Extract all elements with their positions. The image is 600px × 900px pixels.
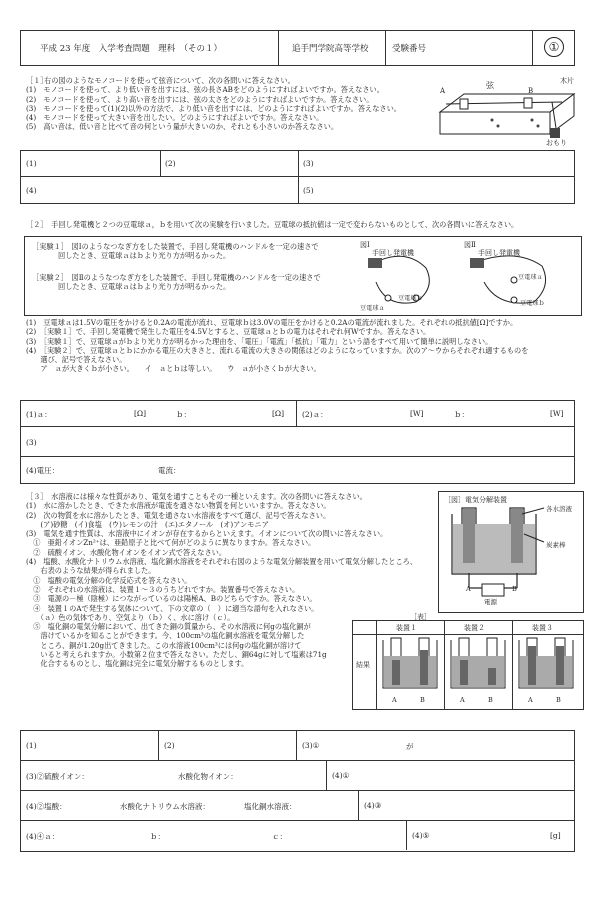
q3-answer-4-5[interactable]: (4)⑤	[412, 831, 430, 840]
q3-answer-4-3[interactable]: (4)③	[364, 801, 382, 810]
q2-answer-4-voltage[interactable]: (4)電圧：	[26, 466, 60, 475]
row-line	[352, 634, 583, 635]
monochord-label-bridge: 木片	[560, 77, 574, 85]
q2-answer-box	[20, 400, 575, 484]
device-2-header: 装置２	[464, 624, 485, 632]
electrolysis-a-label: A	[466, 585, 471, 593]
q3-line: ① 亜鉛イオンZn²⁺は、亜鉛原子と比べて何がどのように異なりますか。答えなさい。	[26, 538, 316, 548]
q2-line: 選び、記号で答えなさい。	[26, 355, 127, 365]
q3-line: (1) 水に溶かしたとき、できた水溶液が電流を通さない物質を何といいますか。答えなさい。	[26, 501, 331, 511]
q3-line: （ａ）色の気体であり、空気より（ｂ）く、水に溶け（ｃ）。	[26, 612, 235, 622]
page-title: 平成 23 年度 入学考査問題 理科 （その１）	[40, 44, 222, 54]
q3-unit-g: [g]	[550, 831, 561, 840]
q1-line: 右の図のようなモノコードを使って弦音について、次の各問いに答えなさい。	[44, 76, 295, 85]
q2-experiment-text	[32, 242, 321, 291]
col-line	[158, 730, 159, 760]
q3-answer-naoh[interactable]: 水酸化ナトリウム水溶液：	[120, 802, 210, 811]
monochord-label-string: 弦	[486, 81, 494, 90]
q1-line: (5) 高い音は、低い音と比べて音の何という量が大きいのか、それとも小さいのか答えなさい。	[26, 122, 339, 132]
q3-answer-4-4-b[interactable]: ｂ：	[150, 832, 165, 841]
q2-answer-a1[interactable]: (1)ａ：	[26, 410, 52, 419]
q2-line: (1) 豆電球ａは1.5Vの電圧をかけると0.2Aの電流が流れ、豆電球ｂは3.0Vの電圧をかけると0.2Aの電流が流れました。それぞれの抵抗値[Ω]ですか。	[26, 318, 518, 327]
exp1-line: ［実験１］ 図Ⅰのようなつなぎ方をした装置で、手回し発電機のハンドルを一定の速さで	[32, 242, 319, 251]
q1-number: ［１］	[26, 76, 48, 85]
electrolysis-figure-title: ［図］電気分解装置	[444, 496, 507, 504]
table-a-label: A	[392, 696, 397, 704]
q3-line: ② それぞれの水溶液は、装置１〜３のうちどれですか。装置番号で答えなさい。	[26, 584, 300, 594]
q1-answer-2[interactable]: (2)	[165, 159, 176, 168]
row-line	[20, 820, 574, 821]
school-name: 追手門学院高等学校	[292, 44, 369, 54]
exp2-line: ［実験２］ 図Ⅱのようなつなぎ方をした装置で、手回し発電機のハンドルを一定の速さで	[32, 272, 321, 282]
electrolysis-power-label: 電源	[484, 598, 497, 606]
electrolysis-electrode-label: 炭素棒	[546, 541, 566, 549]
results-tubes	[377, 636, 582, 708]
q3-answer-3-1-suffix: が	[406, 742, 414, 751]
q2-line: ア ａが大きくｂが小さい。 イ ａとｂは等しい。 ウ ａが小さくｂが大きい。	[26, 364, 321, 374]
fig2-bulb-a-label: 豆電球ａ	[518, 274, 543, 281]
q3-line: ① 塩酸の電気分解の化学反応式を答えなさい。	[26, 575, 192, 585]
q3-line: 溶けているかを知ることができます。今、100cm³の塩化銅水溶液を電気分解した	[26, 631, 305, 641]
q3-answer-hydroxide-ion[interactable]: 水酸化物イオン：	[178, 772, 238, 781]
col-line	[326, 760, 327, 790]
q1-answer-4[interactable]: (4)	[26, 186, 37, 195]
q2-line: (3) ［実験１］で、豆電球ａがｂより光り方が明るかった理由を、「電圧」「電流」「抵抗」「電力」という語をすべて用いて簡単に説明しなさい。	[26, 336, 493, 346]
monochord-label-weight: おもり	[546, 139, 567, 147]
q3-line: ③ 電源の－極（陰極）につながっているのは陽極A、Bのどちらですか。答えなさい。	[26, 594, 317, 604]
q2-answer-b1[interactable]: ｂ：	[176, 410, 191, 419]
q1-text	[26, 76, 434, 132]
q3-line: ④ 装置１のAで発生する気体について、下の文章の（ ）に適当な語句を入れなさい。	[26, 603, 319, 613]
electrolysis-apparatus	[444, 504, 576, 608]
row-line	[20, 760, 574, 761]
q3-line: ［３］ 水溶液には様々な性質があり、電気を通すこともその一種といえます。次の各問いに答えなさい。	[26, 492, 367, 501]
q3-line: ② 硫酸イオン、水酸化物イオンをイオン式で答えなさい。	[26, 547, 227, 557]
q3-line: ⑤ 塩化銅の電気分解において、出てきた銅の質量から、その水溶液に何gの塩化銅が	[26, 622, 311, 632]
results-table-title: ［表］	[410, 613, 431, 621]
table-b-label: B	[488, 696, 493, 704]
fig2-title: 図Ⅱ	[464, 241, 476, 249]
col-line	[298, 150, 299, 203]
q2-line: (4) ［実験２］で、豆電球ａとｂにかかる電圧の大きさと、流れる電流の大きさの関係はどのようになっていますか。次のア〜ウからそれぞれ適するものを	[26, 345, 529, 355]
results-label: 結果	[356, 661, 370, 669]
device-1-header: 装置１	[396, 624, 417, 632]
q1-answer-1[interactable]: (1)	[26, 159, 37, 168]
q3-answer-1[interactable]: (1)	[26, 741, 37, 750]
fig1-title: 図Ⅰ	[360, 241, 370, 249]
q2-questions	[26, 318, 582, 374]
header-divider	[532, 30, 533, 65]
q2-answer-b2[interactable]: ｂ：	[454, 410, 469, 419]
row-line	[20, 456, 574, 457]
q2-unit-ohm-b: [Ω]	[272, 409, 285, 418]
fig1-bulb-a-label: 豆電球ａ	[360, 305, 385, 312]
q2-unit-w-b: [W]	[550, 409, 564, 418]
q3-answer-4-4-a[interactable]: (4)④ａ：	[26, 832, 60, 841]
q1-answer-3[interactable]: (3)	[303, 159, 314, 168]
q3-line: ところ、銅が1.20g出てきました。この水溶液100cm³には何gの塩化銅が溶けて	[26, 640, 302, 650]
row-line	[20, 790, 574, 791]
q3-line: (ア)砂糖 (イ)食塩 (ウ)レモンの汁 (エ)エタノール (オ)アンモニア	[26, 519, 269, 529]
q3-answer-2[interactable]: (2)	[164, 741, 175, 750]
fig1-bulb-b-label: 豆電球ｂ	[398, 295, 423, 302]
header-divider	[278, 30, 279, 65]
q3-line: 化合するものとし、塩化銅は完全に電気分解するものとします。	[26, 659, 249, 669]
device-3-header: 装置３	[532, 624, 553, 632]
q3-answer-3-1[interactable]: (3)①	[302, 741, 320, 750]
row-line	[20, 176, 574, 177]
q3-line: (3) 電気を通す性質は、水溶液中にイオンが存在するからといえます。イオンについて次の問いに答えなさい。	[26, 529, 388, 539]
q1-line: (1) モノコードを使って、より低い音を出すには、弦の長さABをどのようにすればよいですか。答えなさい。	[26, 85, 384, 95]
exam-number-label: 受験番号	[392, 44, 427, 54]
q2-answer-4-current[interactable]: 電流：	[158, 466, 181, 475]
table-a-label: A	[528, 696, 533, 704]
col-line	[160, 150, 161, 176]
q2-unit-ohm-a: [Ω]	[134, 409, 147, 418]
q1-line: (4) モノコードを使って大きい音を出したい。どのようにすればよいですか。答えなさい。	[26, 113, 324, 123]
table-a-label: A	[460, 696, 465, 704]
col-line	[406, 820, 407, 850]
q2-line: (2) ［実験１］で、手回し発電機で発生した電圧を4.5Vとすると、豆電球ａとｂの電力はそれぞれ何Wですか。答えなさい。	[26, 327, 431, 337]
q3-line: (4) 塩酸、水酸化ナトリウム水溶液、塩化銅水溶液をそれぞれ右図のような電気分解装置を用いて電気分解したところ、	[26, 557, 418, 567]
row-line	[20, 426, 574, 427]
header-divider	[385, 30, 386, 65]
fig1-generator-label: 手回し発電機	[372, 249, 414, 257]
table-b-label: B	[420, 696, 425, 704]
table-b-label: B	[556, 696, 561, 704]
q2-answer-a2[interactable]: (2)ａ：	[302, 410, 328, 419]
q3-answer-box	[20, 730, 575, 852]
q1-line: (2) モノコードを使って、より高い音を出すには、弦の太さをどのようにすればよいですか。答えなさい。	[26, 94, 374, 104]
q2-answer-3[interactable]: (3)	[26, 438, 37, 447]
q3-answer-hcl[interactable]: (4)②塩酸：	[26, 802, 67, 811]
monochord-label-a: A	[440, 87, 446, 95]
electrolysis-b-label: B	[512, 585, 517, 593]
monochord-label-b: B	[528, 87, 534, 95]
fig2-bulb-b-label: 豆電球ｂ	[520, 300, 545, 307]
q3-answer-cucl2[interactable]: 塩化銅水溶液：	[244, 802, 297, 811]
q3-line: いると考えられますか。小数第２位まで答えなさい。ただし、銅64gに対して塩素は71g	[26, 650, 327, 660]
exp2-line: 回したとき、豆電球ａはｂより光り方が明るかった。	[58, 281, 231, 291]
electrolysis-solution-label: 各水溶液	[546, 505, 572, 513]
q2-unit-w-a: [W]	[410, 409, 424, 418]
fig2-generator-label: 手回し発電機	[478, 249, 520, 257]
page-mark: ①	[544, 37, 564, 57]
col-line	[296, 400, 297, 426]
q1-line: (3) モノコードを使って(1)(2)以外の方法で、より低い音を出すには、どのようにすればよいですか。答えなさい。	[26, 103, 401, 113]
q3-line: 右表のような結果が得られました。	[26, 566, 156, 576]
q3-line: (2) 次の物質を水に溶かしたとき、電気を通さない水溶液をすべて選び、記号で答えなさい。	[26, 510, 331, 520]
col-line	[358, 790, 359, 820]
exp1-line: 回したとき、豆電球ａはｂより光り方が明るかった。	[58, 251, 231, 261]
q3-answer-sulfate-ion[interactable]: (3)②硫酸イオン：	[26, 772, 89, 781]
q3-answer-4-4-c[interactable]: ｃ：	[272, 832, 287, 841]
q1-answer-5[interactable]: (5)	[303, 186, 314, 195]
col-line	[296, 730, 297, 760]
q2-intro: ［２］ 手回し発電機と２つの豆電球ａ，ｂを用いて次の実験を行いました。豆電球の抵抗値は一定で変わらないものとして、次の各問いに答えなさい。	[26, 220, 519, 229]
q3-answer-4-1[interactable]: (4)①	[332, 771, 350, 780]
